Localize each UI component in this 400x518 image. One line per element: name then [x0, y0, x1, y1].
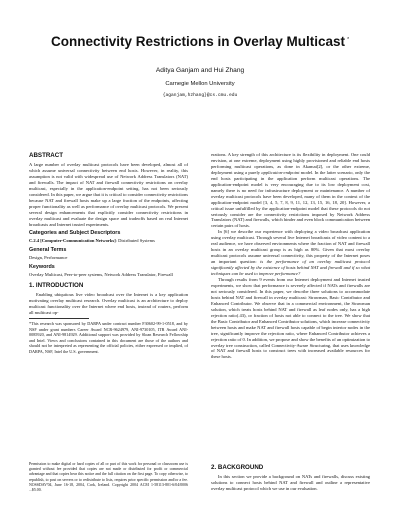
categories-heading: Categories and Subject Descriptors: [29, 230, 121, 237]
p1-part-a: erations. A key strength of this architecture is its flexibility in deployment. One could envision, at one extreme, deployment using highly provisioned and reliable end hosts performing multicast operations, as done in Akamai[2], or the other extreme, deployment using a purely: [211, 152, 370, 175]
p1-part-b: model. In the latter scenario, only the end hosts participating in the application perform multicast operations. The application-endpoint model is very encouraging due to its low deployment cost, namely there is no need for infrastructure deployment or maintenance. A number of overlay multicast protocols have been developed, many of them in the context of the application-endpoint model [3, 4, 5, 7, 8, 9, 11, 12, 13, 15, 16, 18, 20]. However, a critical issue unfulfilled by the application-endpoint model that these protocols do not seriously consider are the connectivity restrictions imposed by Network Address Translators (NAT) and firewalls, which hinder and even block communication between certain pairs of hosts.: [211, 169, 370, 229]
categories-text: [29, 238, 188, 244]
funding-footnote: *This research was sponsored by DARPA under contract number F30602-99-1-0518, and by NSF under grant numbers Career Award NCR-9624979, ANI-9730105, ITR Award ANI-0085920, and ANI-9814929. Additional support was provided by Sloan Research Fellowship and Intel. Views and conclusions contained in this document are those of the authors and should not be interpreted as representing the official policies, either expressed or implied, of DARPA, NSF, Intel the U.S. government.: [29, 321, 188, 354]
left-column: [29, 152, 188, 354]
p2-emphasis: is the performance of an overlay multicast protocol significantly affected by the existence of hosts behind NAT and firewall and if so what techniques can be used to improve performance?: [211, 259, 370, 277]
title-text: Connectivity Restrictions in Overlay Multicast: [50, 34, 346, 49]
author-email: {aganjam,hzhang}@cs.cmu.edu: [162, 93, 238, 98]
abstract-heading: ABSTRACT: [29, 152, 64, 159]
permission-notice: Permission to make digital or hard copies of all or part of this work for personal or classroom use is granted without fee provided that copies are not made or distributed for profit or commercial advantage and that copies bear this notice and the full citation on the first page. To copy otherwise, to republish, to post on servers or to redistribute to lists, requires prior specific permission and/or a fee. NOSSDAV'04, June 16-18, 2004, Cork, Ireland. Copyright 2004 ACM 1-58113-801-6/04/0006 ...$5.00.: [29, 462, 188, 493]
background-heading: 2. BACKGROUND: [211, 464, 264, 471]
intro-paragraph-3: Through results from 9 events from our Internet deployment and Internet trusted experiments, we show that performance is severely affected if NATs and firewalls are not seriously considered. In this paper, we describe three solutions to accommodate hosts behind NAT and firewall in overlay multicast: Strawman, Basic Contributor and Enhanced Contributor. We observe that in a commercial environment, the Strawman solution, which treats hosts behind NAT and firewall as leaf nodes only, has a high rejection ratio(.43), or fraction of hosts not able to connect to the tree. We show that the Basic Contributor and Enhanced Contributor solutions, which increase connectivity between hosts and make NAT and firewall hosts capable of begin interior nodes in the tree, significantly improve the rejection ratio, where Enhanced Contributor achieves a rejection ratio of 0. In addition, we propose and show the benefits of an optimization to overlay tree construction, called Connectivity-Aware Structuring, that uses knowledge of NAT and firewall hosts to construct trees with increased available resources for these hosts.: [211, 277, 370, 360]
footnote-rule: [29, 318, 89, 319]
keywords-text: Overlay Multicast, Peer-to-peer systems, Network Address Translator, Firewall: [29, 272, 173, 278]
paper-title: [0, 34, 400, 49]
background-section: [211, 464, 370, 492]
authors: Aditya Ganjam and Hui Zhang: [155, 67, 245, 74]
categories-bold: C.2.4 [Computer-Communication Networks]: [29, 238, 116, 244]
keywords-heading: Keywords: [29, 264, 55, 271]
right-column: [211, 152, 370, 360]
introduction-heading: 1. INTRODUCTION: [29, 282, 84, 290]
general-terms-heading: General Terms: [29, 247, 67, 254]
affiliation: Carnegie Mellon University: [165, 81, 235, 87]
title-footnote-mark: *: [347, 36, 350, 43]
general-terms-text: Design, Performance: [29, 255, 68, 261]
categories-rest: : Distributed Systems: [115, 238, 155, 244]
intro-paragraph-2: [211, 229, 370, 277]
background-text: In this section we provide a background on NATs and firewalls, discuss existing solutions to connect hosts behind NAT and firewall and outline a representative overlay multicast protocol which we use in our evaluation.: [211, 474, 370, 491]
introduction-text: Enabling ubiquitous live video broadcast over the Internet is a key application motivating overlay multicast research. Overlay multicast is an architecture to deploy multicast functionality over the Internet where end hosts, instead of routers, perform all multicast op-: [29, 292, 188, 316]
p2-part-a: In [6] we describe our experience with deploying a video broadcast application using overlay multicast. Through several live Internet broadcasts of video content to a real audience, we have observed environments where the fraction of NAT and firewall hosts in an overlay multicast group is as high as 80%. Given that most overlay multicast protocols assume universal connectivity, this property of the Internet poses an important question:: [211, 229, 370, 265]
intro-paragraph-1: [211, 152, 370, 229]
p1-emphasis: application-endpoint: [261, 169, 300, 175]
abstract-text: A large number of overlay multicast protocols have been developed, almost all of which assume universal connectivity between end hosts. However, in reality, this assumption is not valid with widespread use of Network Address Translators (NAT) and firewalls. The impact of NAT and firewall connectivity restrictions on overlay multicast, especially in the application-endpoint setting, has not been seriously considered. In this paper, we argue that it is critical to consider connectivity restrictions because NAT and firewall hosts make up a large fraction of the endpoints, affecting proper functionality as well as performance of overlay multicast protocols. We present several design enhancements that explicitly consider connectivity restrictions in overlay multicast and evaluate the design space and tradeoffs based on real Internet broadcasts and Internet trusted experiments.: [29, 162, 188, 227]
